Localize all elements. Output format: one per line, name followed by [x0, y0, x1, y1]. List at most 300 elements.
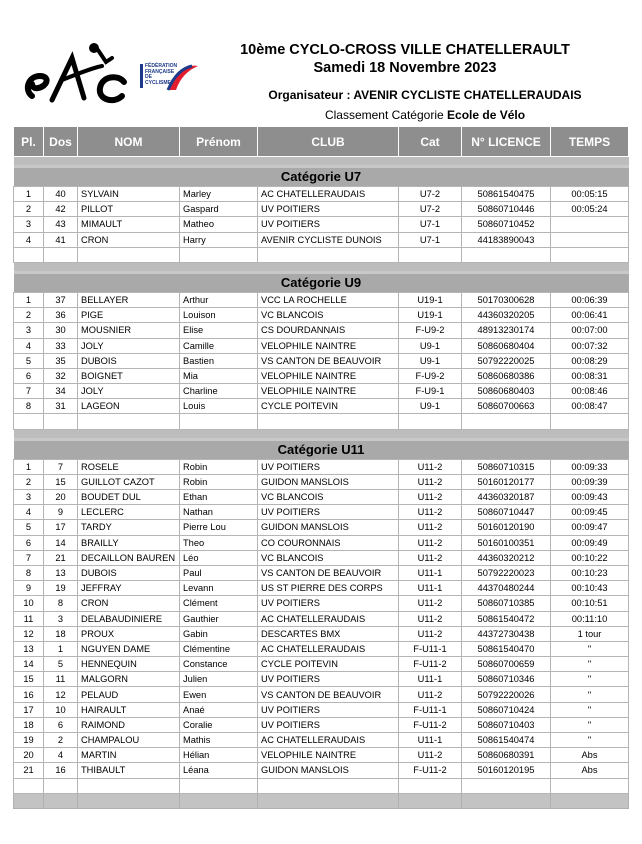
- col-temps: 00:06:41: [551, 308, 629, 323]
- col-nom: GUILLOT CAZOT: [78, 474, 180, 489]
- table-row: [14, 474, 629, 489]
- col-cat: U11-2: [399, 490, 462, 505]
- table-row: [14, 308, 629, 323]
- table-row: [14, 202, 629, 217]
- club-logo: [22, 38, 132, 108]
- col-temps: 00:09:39: [551, 474, 629, 489]
- col-club: VC BLANCOIS: [258, 550, 399, 565]
- col-pl: 5: [14, 353, 44, 368]
- col-licence: 50860710447: [462, 505, 551, 520]
- col-dos: 2: [44, 733, 78, 748]
- col-dos: 6: [44, 717, 78, 732]
- col-nom: JOLY: [78, 338, 180, 353]
- empty-row: [14, 414, 629, 429]
- event-date: Samedi 18 Novembre 2023: [313, 60, 497, 76]
- col-pl: 4: [14, 338, 44, 353]
- event-title: 10ème CYCLO-CROSS VILLE CHATELLERAULT: [240, 42, 570, 58]
- col-cat: U11-2: [399, 596, 462, 611]
- col-club: AC CHATELLERAUDAIS: [258, 187, 399, 202]
- col-cat: F-U11-2: [399, 717, 462, 732]
- col-prenom: Julien: [180, 672, 258, 687]
- col-prenom: Harry: [180, 232, 258, 247]
- col-pl: 3: [14, 217, 44, 232]
- col-dos: 20: [44, 490, 78, 505]
- col-prenom: Marley: [180, 187, 258, 202]
- col-prenom: Mathis: [180, 733, 258, 748]
- table-row: [14, 596, 629, 611]
- table-row: [14, 672, 629, 687]
- table-row: [14, 187, 629, 202]
- col-temps: 00:06:39: [551, 292, 629, 307]
- col-club: VC BLANCOIS: [258, 308, 399, 323]
- col-licence: 48913230174: [462, 323, 551, 338]
- table-row: [14, 338, 629, 353]
- col-club: GUIDON MANSLOIS: [258, 474, 399, 489]
- col-club: VELOPHILE NAINTRE: [258, 384, 399, 399]
- col-licence: 50160120190: [462, 520, 551, 535]
- col-club: AC CHATELLERAUDAIS: [258, 733, 399, 748]
- col-prenom: Louis: [180, 399, 258, 414]
- col-dos: 42: [44, 202, 78, 217]
- col-pl: 17: [14, 702, 44, 717]
- col-dos: 37: [44, 292, 78, 307]
- col-licence: 44360320187: [462, 490, 551, 505]
- col-licence: 50861540470: [462, 641, 551, 656]
- col-licence-header: N° LICENCE: [462, 127, 551, 157]
- col-licence: 50860710385: [462, 596, 551, 611]
- table-row: [14, 763, 629, 778]
- col-cat: U11-1: [399, 565, 462, 580]
- col-nom: PILLOT: [78, 202, 180, 217]
- col-temps: ": [551, 733, 629, 748]
- col-nom: CRON: [78, 232, 180, 247]
- col-pl: 8: [14, 565, 44, 580]
- col-cat: U7-1: [399, 217, 462, 232]
- col-temps: 00:10:23: [551, 565, 629, 580]
- col-nom: MARTIN: [78, 748, 180, 763]
- col-nom: HENNEQUIN: [78, 657, 180, 672]
- col-temps: 00:05:15: [551, 187, 629, 202]
- col-pl: 16: [14, 687, 44, 702]
- col-dos: 17: [44, 520, 78, 535]
- table-row: [14, 353, 629, 368]
- col-cat: U9-1: [399, 353, 462, 368]
- col-temps: Abs: [551, 763, 629, 778]
- col-pl: 4: [14, 232, 44, 247]
- col-nom: RAIMOND: [78, 717, 180, 732]
- col-dos: 30: [44, 323, 78, 338]
- col-pl: 7: [14, 550, 44, 565]
- spacer-row: [14, 429, 629, 439]
- col-prenom: Levann: [180, 581, 258, 596]
- table-row: [14, 748, 629, 763]
- col-prenom: Ewen: [180, 687, 258, 702]
- table-row: [14, 505, 629, 520]
- col-licence: 50792220023: [462, 565, 551, 580]
- col-prenom: Hélian: [180, 748, 258, 763]
- col-nom: LAGEON: [78, 399, 180, 414]
- col-club: GUIDON MANSLOIS: [258, 520, 399, 535]
- col-pl: 2: [14, 202, 44, 217]
- col-prenom: Clément: [180, 596, 258, 611]
- col-dos: 1: [44, 641, 78, 656]
- col-temps: Abs: [551, 748, 629, 763]
- col-club: UV POITIERS: [258, 459, 399, 474]
- col-licence: 50861540472: [462, 611, 551, 626]
- col-temps: 1 tour: [551, 626, 629, 641]
- empty-row: [14, 247, 629, 262]
- col-licence: 50860710452: [462, 217, 551, 232]
- col-temps: ": [551, 702, 629, 717]
- table-row: [14, 657, 629, 672]
- col-nom: DUBOIS: [78, 353, 180, 368]
- col-nom: DECAILLON BAUREN: [78, 550, 180, 565]
- col-prenom: Bastien: [180, 353, 258, 368]
- col-temps: 00:05:24: [551, 202, 629, 217]
- col-temps: ": [551, 641, 629, 656]
- col-licence: 50860710315: [462, 459, 551, 474]
- col-licence: 50792220026: [462, 687, 551, 702]
- col-nom: PIGE: [78, 308, 180, 323]
- col-licence: 50170300628: [462, 292, 551, 307]
- col-temps: 00:10:51: [551, 596, 629, 611]
- col-cat: U11-2: [399, 520, 462, 535]
- table-row: [14, 232, 629, 247]
- col-prenom-header: Prénom: [180, 127, 258, 157]
- col-prenom: Clémentine: [180, 641, 258, 656]
- col-club: CO COURONNAIS: [258, 535, 399, 550]
- col-dos: 9: [44, 505, 78, 520]
- table-row: [14, 292, 629, 307]
- empty-row: [14, 778, 629, 793]
- col-club: GUIDON MANSLOIS: [258, 763, 399, 778]
- col-nom-header: NOM: [78, 127, 180, 157]
- col-cat: U19-1: [399, 308, 462, 323]
- col-nom: BELLAYER: [78, 292, 180, 307]
- col-cat: U7-2: [399, 202, 462, 217]
- col-licence: 50860700663: [462, 399, 551, 414]
- col-prenom: Robin: [180, 459, 258, 474]
- table-row: [14, 535, 629, 550]
- col-temps: ": [551, 687, 629, 702]
- ffc-text-3: DE: [145, 74, 152, 80]
- results-table: [13, 126, 629, 809]
- col-dos: 19: [44, 581, 78, 596]
- col-licence: 50860700659: [462, 657, 551, 672]
- col-pl: 9: [14, 581, 44, 596]
- table-row: [14, 459, 629, 474]
- col-dos: 35: [44, 353, 78, 368]
- classement-value: Ecole de Vélo: [447, 108, 526, 122]
- col-cat: U11-2: [399, 505, 462, 520]
- col-nom: THIBAULT: [78, 763, 180, 778]
- col-temps: [551, 232, 629, 247]
- col-licence: 50160100351: [462, 535, 551, 550]
- col-licence: 50860680403: [462, 384, 551, 399]
- col-pl: 13: [14, 641, 44, 656]
- col-cat: U19-1: [399, 292, 462, 307]
- col-licence: 44360320205: [462, 308, 551, 323]
- col-pl: 21: [14, 763, 44, 778]
- col-nom: ROSELE: [78, 459, 180, 474]
- col-prenom: Charline: [180, 384, 258, 399]
- col-prenom: Arthur: [180, 292, 258, 307]
- col-dos: 3: [44, 611, 78, 626]
- ffc-logo: [138, 60, 200, 96]
- col-dos: 33: [44, 338, 78, 353]
- col-pl: 7: [14, 384, 44, 399]
- category-header: [14, 439, 629, 459]
- col-licence: 44183890043: [462, 232, 551, 247]
- classement-line: [220, 108, 630, 122]
- col-cat: U9-1: [399, 338, 462, 353]
- col-club: UV POITIERS: [258, 217, 399, 232]
- col-dos: 12: [44, 687, 78, 702]
- col-pl: 8: [14, 399, 44, 414]
- col-dos: 41: [44, 232, 78, 247]
- col-dos: 11: [44, 672, 78, 687]
- col-temps: 00:08:47: [551, 399, 629, 414]
- col-nom: DELABAUDINIERE: [78, 611, 180, 626]
- col-nom: JEFFRAY: [78, 581, 180, 596]
- col-cat: U11-1: [399, 672, 462, 687]
- table-row: [14, 550, 629, 565]
- col-temps: 00:08:29: [551, 353, 629, 368]
- col-club: CYCLE POITEVIN: [258, 399, 399, 414]
- col-licence: 44372730438: [462, 626, 551, 641]
- col-prenom: Gaspard: [180, 202, 258, 217]
- col-nom: MOUSNIER: [78, 323, 180, 338]
- col-licence: 50860710346: [462, 672, 551, 687]
- col-club: UV POITIERS: [258, 702, 399, 717]
- col-cat: F-U11-2: [399, 763, 462, 778]
- col-nom: CHAMPALOU: [78, 733, 180, 748]
- table-row: [14, 581, 629, 596]
- col-pl: 4: [14, 505, 44, 520]
- col-nom: MIMAULT: [78, 217, 180, 232]
- col-licence: 50860710424: [462, 702, 551, 717]
- ffc-text-1: FÉDÉRATION: [145, 63, 178, 69]
- col-dos: 4: [44, 748, 78, 763]
- classement-label: Classement Catégorie: [324, 108, 444, 122]
- col-pl: 14: [14, 657, 44, 672]
- col-club: AC CHATELLERAUDAIS: [258, 641, 399, 656]
- col-pl: 10: [14, 596, 44, 611]
- col-licence: 50160120177: [462, 474, 551, 489]
- col-temps: 00:07:00: [551, 323, 629, 338]
- col-cat: U11-2: [399, 626, 462, 641]
- col-prenom: Theo: [180, 535, 258, 550]
- col-nom: BOUDET DUL: [78, 490, 180, 505]
- col-club: AC CHATELLERAUDAIS: [258, 611, 399, 626]
- col-cat: U7-2: [399, 187, 462, 202]
- col-licence: 50860710403: [462, 717, 551, 732]
- col-club: UV POITIERS: [258, 596, 399, 611]
- table-row: [14, 687, 629, 702]
- col-nom: NGUYEN DAME: [78, 641, 180, 656]
- spacer-row: [14, 157, 629, 167]
- col-temps: 00:09:49: [551, 535, 629, 550]
- col-club: DESCARTES BMX: [258, 626, 399, 641]
- table-header: [14, 127, 629, 157]
- col-temps: ": [551, 717, 629, 732]
- col-temps: 00:09:33: [551, 459, 629, 474]
- col-temps: 00:10:43: [551, 581, 629, 596]
- col-prenom: Mia: [180, 368, 258, 383]
- col-temps: 00:09:43: [551, 490, 629, 505]
- spacer-row: [14, 262, 629, 272]
- col-prenom: Louison: [180, 308, 258, 323]
- col-dos: 36: [44, 308, 78, 323]
- col-cat: U9-1: [399, 399, 462, 414]
- col-cat: U11-2: [399, 748, 462, 763]
- col-club: VELOPHILE NAINTRE: [258, 368, 399, 383]
- table-row: [14, 626, 629, 641]
- col-prenom: Matheo: [180, 217, 258, 232]
- table-row: [14, 323, 629, 338]
- col-licence: 50860680404: [462, 338, 551, 353]
- ffc-text-4: CYCLISME: [145, 79, 171, 86]
- table-row: [14, 733, 629, 748]
- col-dos: 14: [44, 535, 78, 550]
- col-club: UV POITIERS: [258, 202, 399, 217]
- col-club: UV POITIERS: [258, 505, 399, 520]
- col-pl: 1: [14, 187, 44, 202]
- col-temps: 00:10:22: [551, 550, 629, 565]
- table-row: [14, 384, 629, 399]
- table-row: [14, 717, 629, 732]
- col-club: VC BLANCOIS: [258, 490, 399, 505]
- col-licence: 50860710446: [462, 202, 551, 217]
- col-pl: 1: [14, 459, 44, 474]
- col-cat: U11-2: [399, 474, 462, 489]
- col-pl: 11: [14, 611, 44, 626]
- col-licence: 50160120195: [462, 763, 551, 778]
- col-dos: 15: [44, 474, 78, 489]
- col-licence: 50860680386: [462, 368, 551, 383]
- col-dos: 43: [44, 217, 78, 232]
- col-prenom: Coralie: [180, 717, 258, 732]
- col-cat: U11-2: [399, 687, 462, 702]
- table-row: [14, 368, 629, 383]
- col-dos: 7: [44, 459, 78, 474]
- organiser: Organisateur : AVENIR CYCLISTE CHATELLERAUDAIS: [268, 88, 582, 102]
- col-pl: 15: [14, 672, 44, 687]
- table-row: [14, 490, 629, 505]
- col-pl: 6: [14, 535, 44, 550]
- table-row: [14, 520, 629, 535]
- col-cat: U11-2: [399, 611, 462, 626]
- col-prenom: Léana: [180, 763, 258, 778]
- category-header: [14, 272, 629, 292]
- col-pl: 18: [14, 717, 44, 732]
- col-club: CYCLE POITEVIN: [258, 657, 399, 672]
- col-nom: JOLY: [78, 384, 180, 399]
- col-club: VS CANTON DE BEAUVOIR: [258, 565, 399, 580]
- col-prenom: Pierre Lou: [180, 520, 258, 535]
- col-nom: DUBOIS: [78, 565, 180, 580]
- col-pl-header: Pl.: [14, 127, 44, 157]
- col-pl: 12: [14, 626, 44, 641]
- col-nom: SYLVAIN: [78, 187, 180, 202]
- col-cat: U7-1: [399, 232, 462, 247]
- col-cat: F-U11-2: [399, 657, 462, 672]
- col-licence: 50792220025: [462, 353, 551, 368]
- col-pl: 2: [14, 308, 44, 323]
- col-dos: 40: [44, 187, 78, 202]
- col-club: VELOPHILE NAINTRE: [258, 338, 399, 353]
- col-dos: 5: [44, 657, 78, 672]
- col-cat: F-U11-1: [399, 641, 462, 656]
- col-licence: 50860680391: [462, 748, 551, 763]
- col-pl: 5: [14, 520, 44, 535]
- col-temps: 00:07:32: [551, 338, 629, 353]
- col-club: VS CANTON DE BEAUVOIR: [258, 687, 399, 702]
- col-dos: 10: [44, 702, 78, 717]
- col-prenom: Elise: [180, 323, 258, 338]
- col-club: UV POITIERS: [258, 672, 399, 687]
- col-cat: F-U9-2: [399, 368, 462, 383]
- col-club-header: CLUB: [258, 127, 399, 157]
- col-dos: 13: [44, 565, 78, 580]
- col-cat: U11-2: [399, 459, 462, 474]
- col-licence: 50861540475: [462, 187, 551, 202]
- col-dos: 16: [44, 763, 78, 778]
- col-club: CS DOURDANNAIS: [258, 323, 399, 338]
- col-nom: BOIGNET: [78, 368, 180, 383]
- col-pl: 6: [14, 368, 44, 383]
- col-club: VCC LA ROCHELLE: [258, 292, 399, 307]
- col-dos: 32: [44, 368, 78, 383]
- col-licence: 44360320212: [462, 550, 551, 565]
- col-temps: ": [551, 657, 629, 672]
- col-pl: 2: [14, 474, 44, 489]
- col-club: VELOPHILE NAINTRE: [258, 748, 399, 763]
- table-row: [14, 611, 629, 626]
- col-prenom: Robin: [180, 474, 258, 489]
- col-cat: F-U11-1: [399, 702, 462, 717]
- col-cat: F-U9-1: [399, 384, 462, 399]
- col-prenom: Nathan: [180, 505, 258, 520]
- col-temps: 00:08:46: [551, 384, 629, 399]
- col-cat: U11-1: [399, 733, 462, 748]
- category-title: Catégorie U11: [14, 439, 629, 459]
- ffc-text-2: FRANÇAISE: [145, 68, 175, 75]
- col-nom: BRAILLY: [78, 535, 180, 550]
- col-licence: 44370480244: [462, 581, 551, 596]
- col-prenom: Paul: [180, 565, 258, 580]
- col-nom: MALGORN: [78, 672, 180, 687]
- col-cat: F-U9-2: [399, 323, 462, 338]
- col-licence: 50861540474: [462, 733, 551, 748]
- col-dos: 31: [44, 399, 78, 414]
- col-temps: 00:09:47: [551, 520, 629, 535]
- col-nom: CRON: [78, 596, 180, 611]
- col-pl: 1: [14, 292, 44, 307]
- col-club: UV POITIERS: [258, 717, 399, 732]
- col-dos: 8: [44, 596, 78, 611]
- col-prenom: Léo: [180, 550, 258, 565]
- table-row: [14, 565, 629, 580]
- table-row: [14, 641, 629, 656]
- table-row: [14, 399, 629, 414]
- col-nom: PELAUD: [78, 687, 180, 702]
- col-nom: HAIRAULT: [78, 702, 180, 717]
- footer-row: [14, 793, 629, 808]
- col-dos: 18: [44, 626, 78, 641]
- col-club: VS CANTON DE BEAUVOIR: [258, 353, 399, 368]
- col-temps-header: TEMPS: [551, 127, 629, 157]
